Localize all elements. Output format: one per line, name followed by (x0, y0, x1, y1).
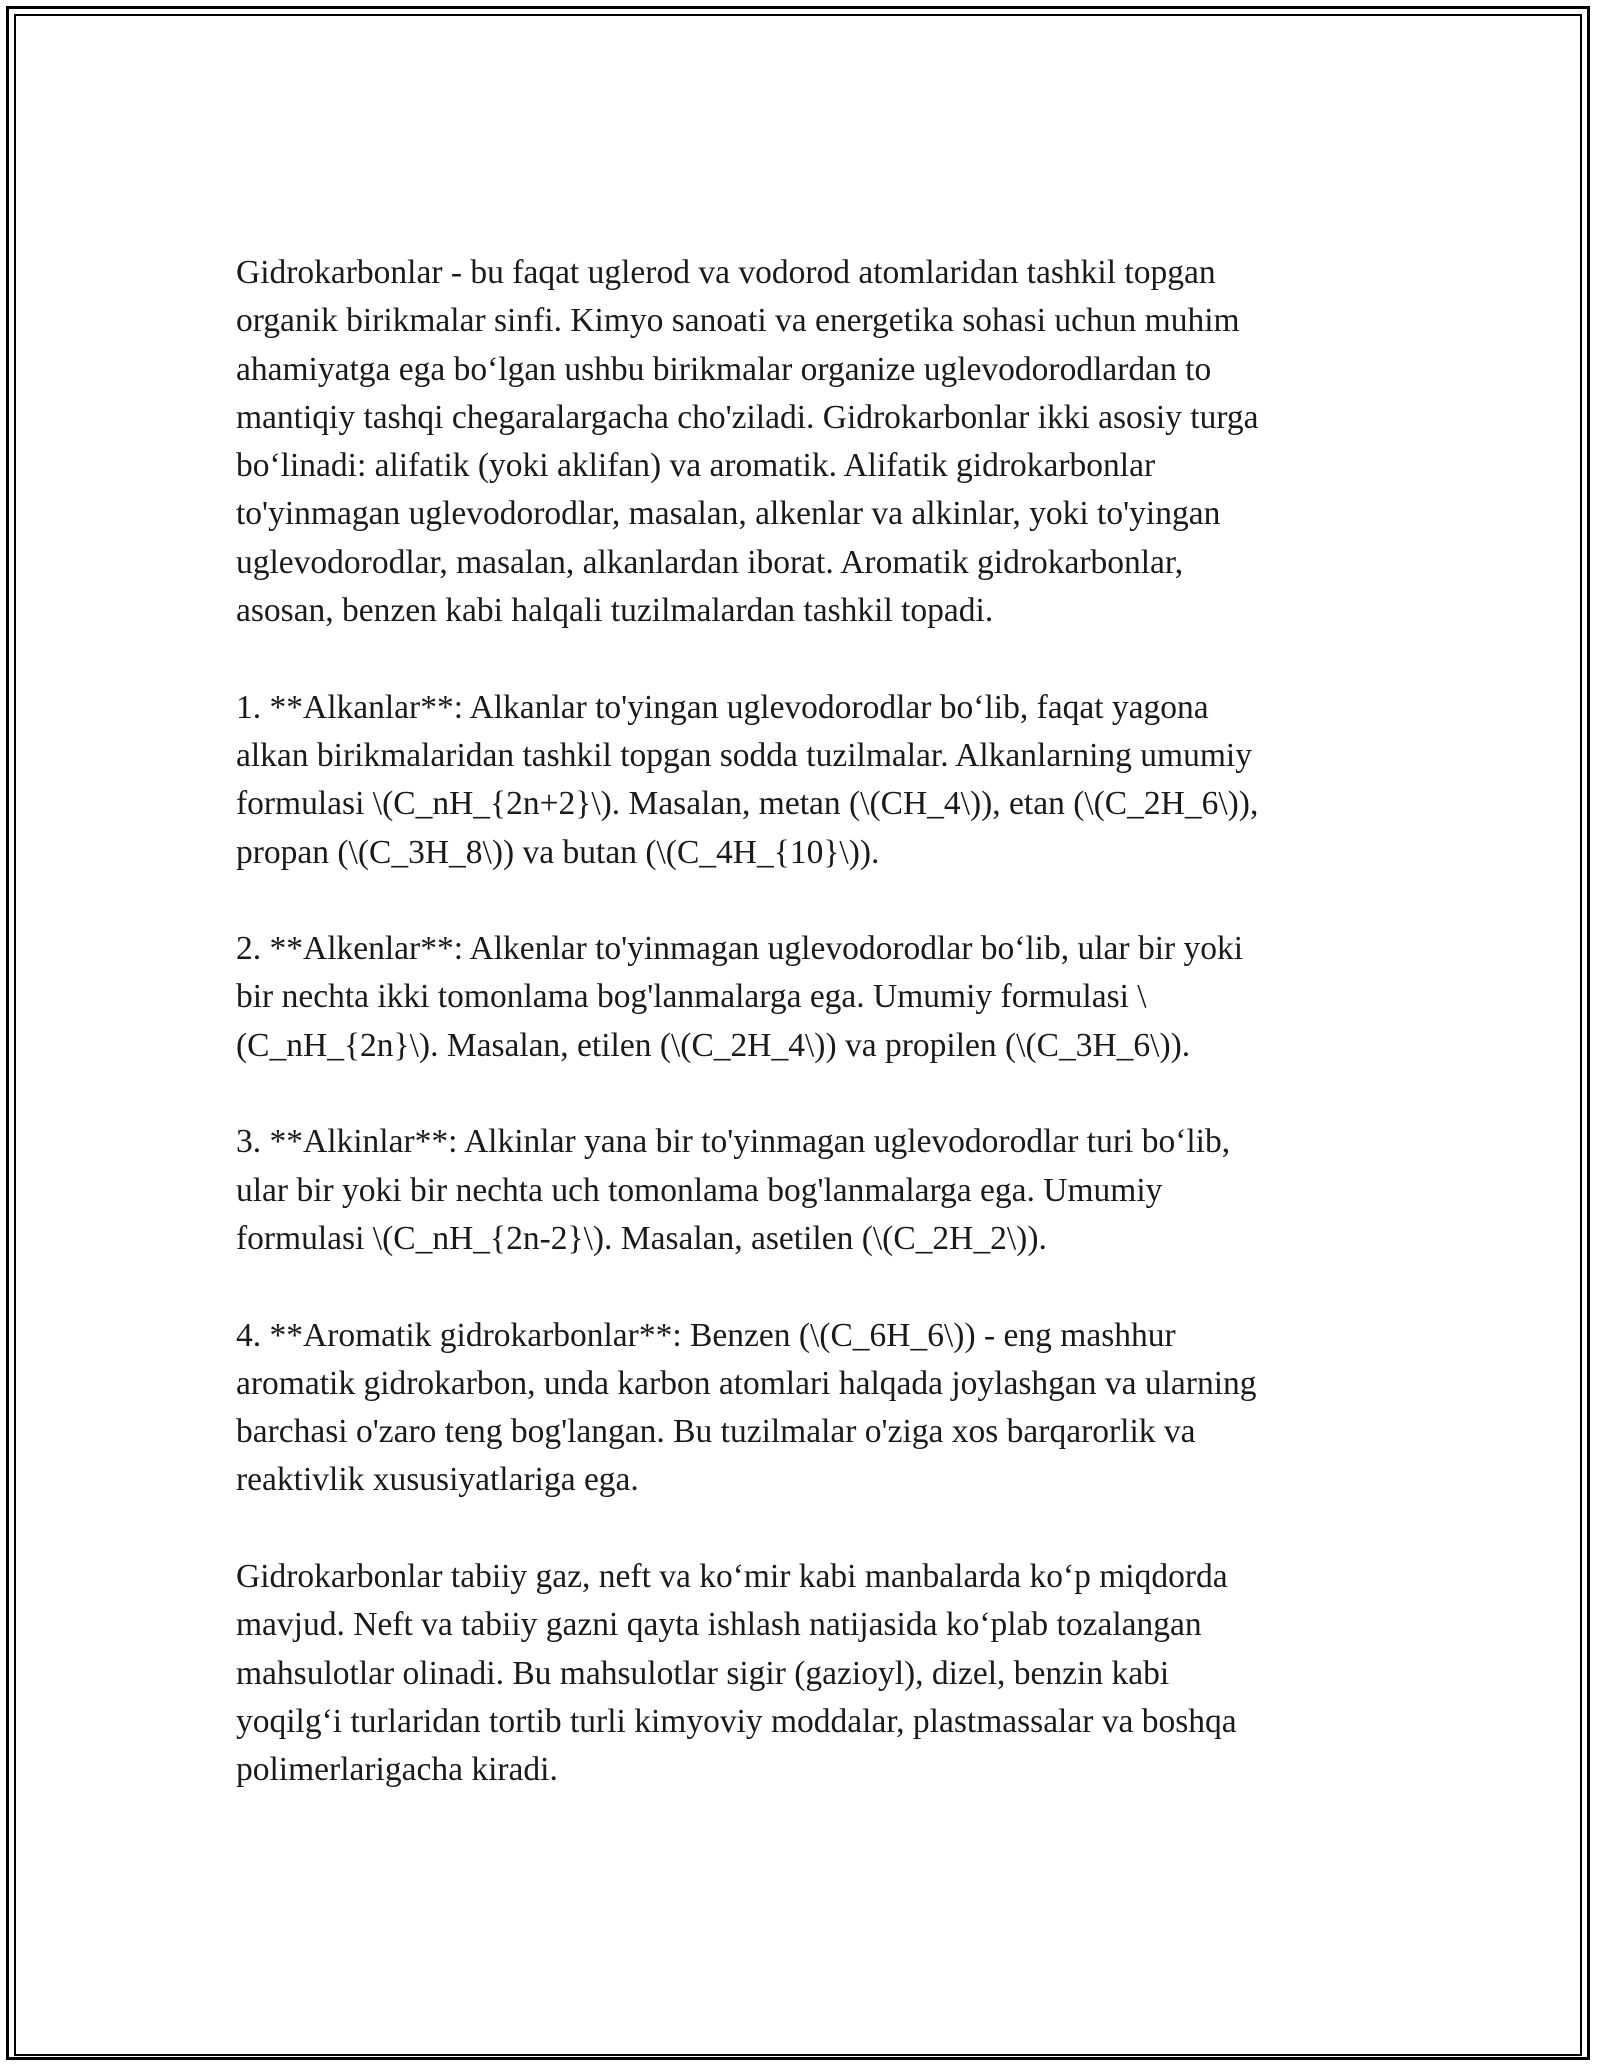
alkynes-paragraph: 3. **Alkinlar**: Alkinlar yana bir to'yinmagan uglevodorodlar turi bo‘lib, ular bir yoki bir nechta uch tomonlama bog'lanmalarga ega. Umumiy formulasi \(C_nH_{2n-2}\). Masalan, asetilen (\(C_2H_2\)). (236, 1123, 1231, 1257)
alkanes-paragraph: 1. **Alkanlar**: Alkanlar to'yingan uglevodorodlar bo‘lib, faqat yagona alkan birikmalaridan tashkil topgan sodda tuzilmalar. Alkanlarning umumiy formulasi \(C_nH_{2n+2}\). Masalan, metan (\(CH_4\)), etan (\(C_2H_6\)), propan (\(C_3H_8\)) va butan (\(C_4H_{10}\)). (236, 688, 1259, 871)
intro-paragraph: Gidrokarbonlar - bu faqat uglerod va vodorod atomlaridan tashkil topgan organik birikmalar sinfi. Kimyo sanoati va energetika sohasi uchun muhim ahamiyatga ega bo‘lgan ushbu birikmalar organize uglevodorodlardan to mantiqiy tashqi chegaralargacha cho'ziladi. Gidrokarbonlar ikki asosiy turga bo‘linadi: alifatik (yoki aklifan) va aromatik. Alifatik gidrokarbonlar to'yinmagan uglevodorodlar, masalan, alkenlar va alkinlar, yoki to'yingan uglevodorodlar, masalan, alkanlardan iborat. Aromatik gidrokarbonlar, asosan, benzen kabi halqali tuzilmalardan tashkil topadi. (236, 254, 1259, 630)
aromatics-paragraph: 4. **Aromatik gidrokarbonlar**: Benzen (\(C_6H_6\)) - eng mashhur aromatik gidrokarbon, unda karbon atomlari halqada joylashgan va ularning barchasi o'zaro teng bog'langan. Bu tuzilmalar o'ziga xos barqarorlik va reaktivlik xususiyatlariga ega. (236, 1316, 1257, 1499)
document-body (236, 249, 1366, 1843)
alkenes-paragraph: 2. **Alkenlar**: Alkenlar to'yinmagan uglevodorodlar bo‘lib, ular bir yoki bir nechta ikki tomonlama bog'lanmalarga ega. Umumiy formulasi \ (C_nH_{2n}\). Masalan, etilen (\(C_2H_4\)) va propilen (\(C_3H_6\)). (236, 930, 1244, 1064)
sources-paragraph: Gidrokarbonlar tabiiy gaz, neft va ko‘mir kabi manbalarda ko‘p miqdorda mavjud. Neft va tabiiy gazni qayta ishlash natijasida ko‘plab tozalangan mahsulotlar olinadi. Bu mahsulotlar sigir (gazioyl), dizel, benzin kabi yoqilg‘i turlaridan tortib turli kimyoviy moddalar, plastmassalar va boshqa polimerlarigacha kiradi. (236, 1558, 1237, 1789)
